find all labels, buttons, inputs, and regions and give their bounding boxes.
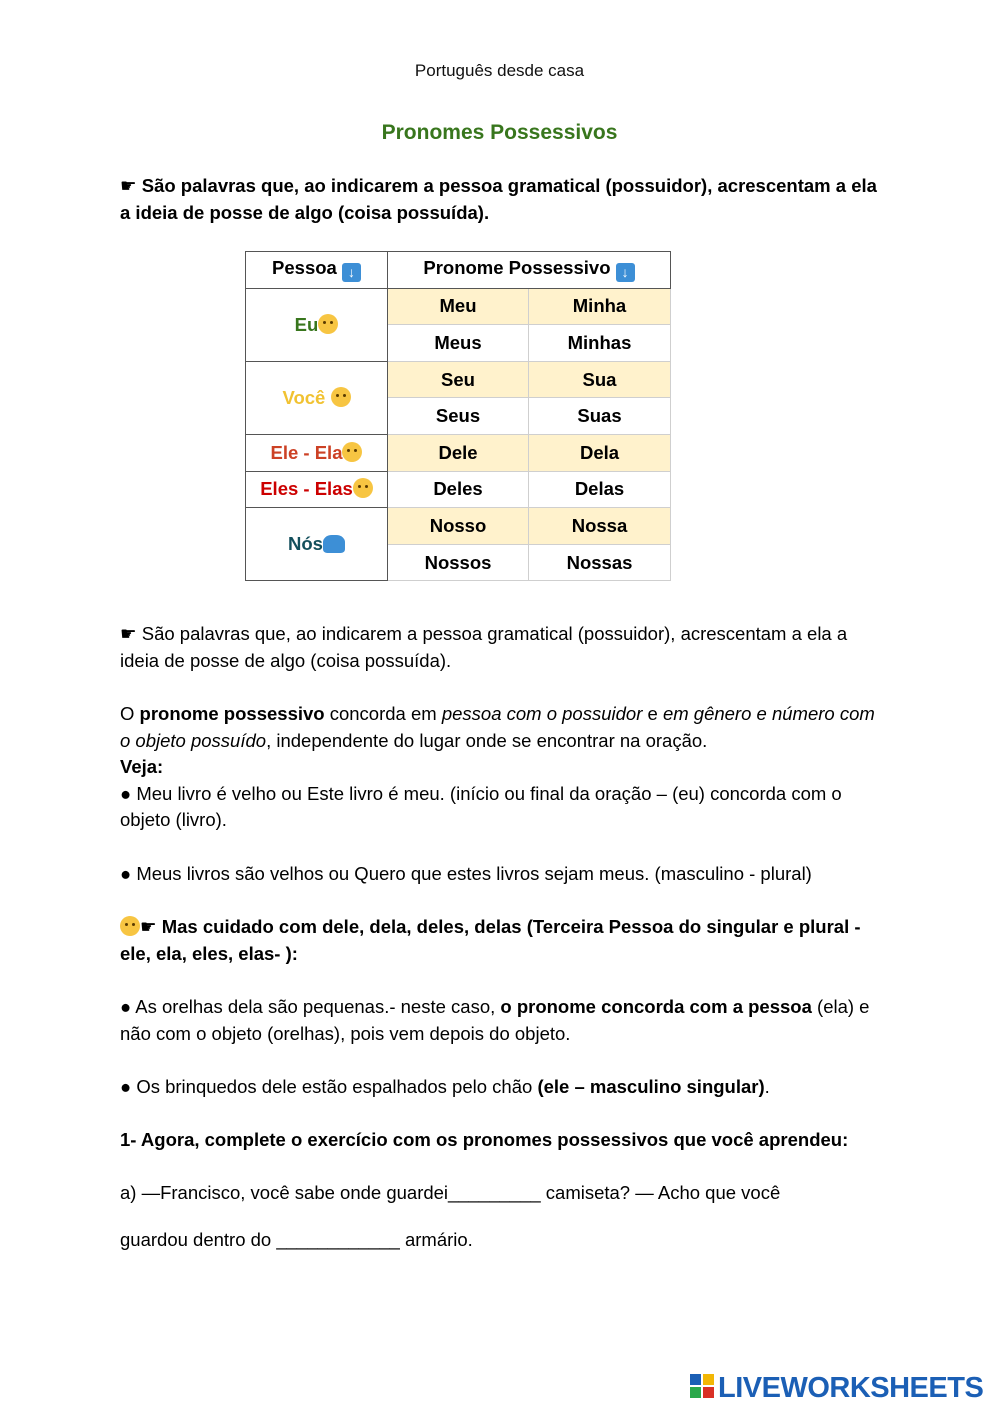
pessoa-label: Nós [288, 533, 323, 555]
possessive-pronoun-table [245, 251, 671, 581]
veja-label: Veja: [120, 756, 164, 777]
example-bullet: ● Meu livro é velho ou Este livro é meu. (início ou final da oração – (eu) concorda com o objeto (livro). [120, 782, 842, 830]
pronoun-cell: Minhas [529, 325, 671, 362]
nerd-face-icon [342, 442, 362, 462]
pronoun-cell: Sua [529, 361, 671, 398]
text-run: . [764, 1076, 770, 1097]
text-run-bold: pronome possessivo [139, 703, 325, 724]
exercise-line-a2: guardou dentro do ____________ armário. [120, 1229, 473, 1250]
pointing-hand-icon: ☛ [120, 175, 137, 196]
thinking-face-icon [120, 916, 140, 936]
header-pessoa [246, 252, 388, 289]
text-run: O [120, 703, 140, 724]
example-bullet: ● Meus livros são velhos ou Quero que estes livros sejam meus. (masculino - plural) [120, 863, 812, 884]
pessoa-cell [246, 288, 388, 361]
header-pronome-label: Pronome Possessivo [423, 257, 611, 279]
pessoa-cell [246, 434, 388, 471]
text-run-bold: o pronome concorda com a pessoa [500, 996, 812, 1017]
pessoa-cell [246, 361, 388, 434]
pronoun-cell: Meus [388, 325, 529, 362]
table-row [246, 434, 671, 471]
pronoun-cell: Meu [388, 288, 529, 325]
table-header-row [246, 252, 671, 289]
caution-text: ☛ Mas cuidado com dele, dela, deles, delas (Terceira Pessoa do singular e plural - ele, ela, eles, elas- ): [120, 916, 861, 964]
text-run: concorda em [324, 703, 442, 724]
pronoun-cell: Nossas [529, 544, 671, 581]
pronoun-cell: Nosso [388, 508, 529, 545]
caution-paragraph [120, 914, 890, 967]
exercise-line-a1: a) —Francisco, você sabe onde guardei_________ camiseta? — Acho que você [120, 1182, 781, 1203]
intro-paragraph [120, 173, 890, 226]
text-run: ● Os brinquedos dele estão espalhados pelo chão [120, 1076, 538, 1097]
text-run-italic: pessoa com o possuidor [441, 703, 643, 724]
pronoun-cell: Dele [388, 434, 529, 471]
pronoun-cell: Nossos [388, 544, 529, 581]
down-arrow-icon: ↓ [616, 263, 635, 282]
pessoa-label: Eles - Elas [260, 478, 353, 500]
pessoa-label: Você [282, 386, 326, 408]
pronoun-cell: Suas [529, 398, 671, 435]
definition-paragraph: ☛ São palavras que, ao indicarem a pessoa gramatical (possuidor), acrescentam a ela a ideia de posse de algo (coisa possuída). [120, 623, 848, 671]
table-row [246, 508, 671, 545]
table-row [246, 471, 671, 508]
pronoun-cell: Seu [388, 361, 529, 398]
table-row [246, 288, 671, 325]
text-run: ● As orelhas dela são pequenas.- neste caso, [120, 996, 501, 1017]
pessoa-cell [246, 508, 388, 581]
page-header: Português desde casa [414, 61, 585, 80]
agreement-paragraph [120, 701, 890, 834]
example-bullet [120, 994, 890, 1047]
header-pessoa-label: Pessoa [272, 257, 337, 279]
partying-face-icon [318, 314, 338, 334]
text-run: e [642, 703, 663, 724]
page-title: Pronomes Possessivos [381, 121, 618, 144]
pessoa-label: Ele - Ela [270, 441, 343, 463]
pronoun-cell: Delas [529, 471, 671, 508]
header-pronome [388, 252, 671, 289]
example-bullet [120, 1074, 890, 1101]
people-icon [323, 535, 345, 553]
pronoun-cell: Dela [529, 434, 671, 471]
exercise-heading: 1- Agora, complete o exercício com os pronomes possessivos que você aprendeu: [120, 1129, 849, 1150]
text-run-bold: (ele – masculino singular) [537, 1076, 765, 1097]
pessoa-label: Eu [294, 313, 319, 335]
logo-text: LIVEWORKSHEETS [718, 1372, 984, 1404]
pronoun-cell: Nossa [529, 508, 671, 545]
exploding-head-icon [353, 478, 373, 498]
pronoun-cell: Minha [529, 288, 671, 325]
text-run-italic: em gênero e número com o objeto possuído [120, 703, 875, 751]
text-run: (ela) e não com o objeto (orelhas), pois vem depois do objeto. [120, 996, 870, 1044]
down-arrow-icon: ↓ [342, 263, 361, 282]
pessoa-cell [246, 471, 388, 508]
pronoun-cell: Seus [388, 398, 529, 435]
text-run: , independente do lugar onde se encontrar na oração. [266, 729, 708, 751]
liveworksheets-logo[interactable] [690, 1372, 983, 1405]
logo-blocks-icon [690, 1374, 716, 1400]
monocle-face-icon [331, 387, 351, 407]
intro-text: São palavras que, ao indicarem a pessoa gramatical (possuidor), acrescentam a ela a ideia de posse de algo (coisa possuída). [120, 175, 877, 223]
pronoun-cell: Deles [388, 471, 529, 508]
table-row [246, 361, 671, 398]
